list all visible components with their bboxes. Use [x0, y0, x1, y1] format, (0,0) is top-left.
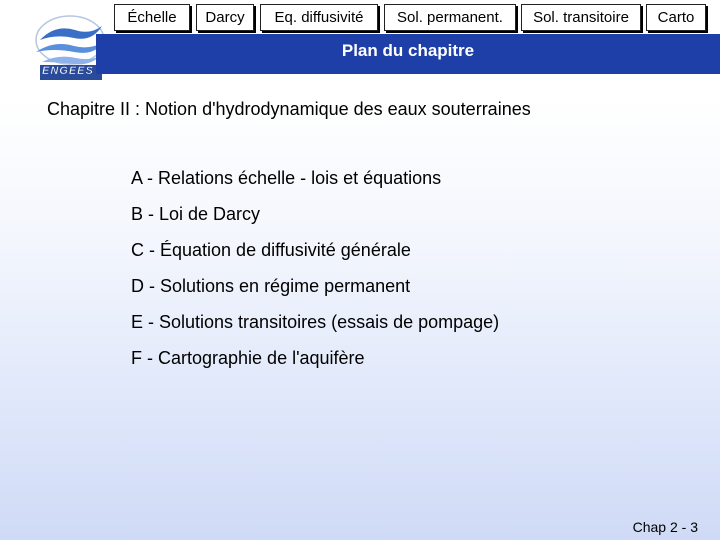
- outline-item-a: A - Relations échelle - lois et équations: [131, 168, 442, 188]
- logo-label: ENGEES: [42, 65, 94, 77]
- nav-eq-diffusivite-button[interactable]: Eq. diffusivité: [260, 4, 378, 31]
- chapter-heading: Chapitre II : Notion d'hydrodynamique des eaux souterraines: [47, 99, 531, 119]
- outline-item-e: E - Solutions transitoires (essais de pompage): [131, 312, 500, 332]
- outline-item-b: B - Loi de Darcy: [131, 204, 261, 224]
- slide-title: Plan du chapitre: [341, 41, 475, 60]
- nav-darcy-button[interactable]: Darcy: [196, 4, 254, 31]
- title-bar: [96, 34, 720, 74]
- outline-item-f: F - Cartographie de l'aquifère: [131, 348, 365, 368]
- nav-sol-permanent-button[interactable]: Sol. permanent.: [384, 4, 516, 31]
- outline-item-d: D - Solutions en régime permanent: [131, 276, 411, 296]
- page-number: Chap 2 - 3: [632, 519, 698, 535]
- outline-item-c: C - Équation de diffusivité générale: [131, 240, 411, 260]
- chapter-outline: [131, 167, 499, 383]
- nav-carto-button[interactable]: Carto: [646, 4, 706, 31]
- nav-sol-transitoire-button[interactable]: Sol. transitoire: [521, 4, 641, 31]
- nav-echelle-button[interactable]: Échelle: [114, 4, 190, 31]
